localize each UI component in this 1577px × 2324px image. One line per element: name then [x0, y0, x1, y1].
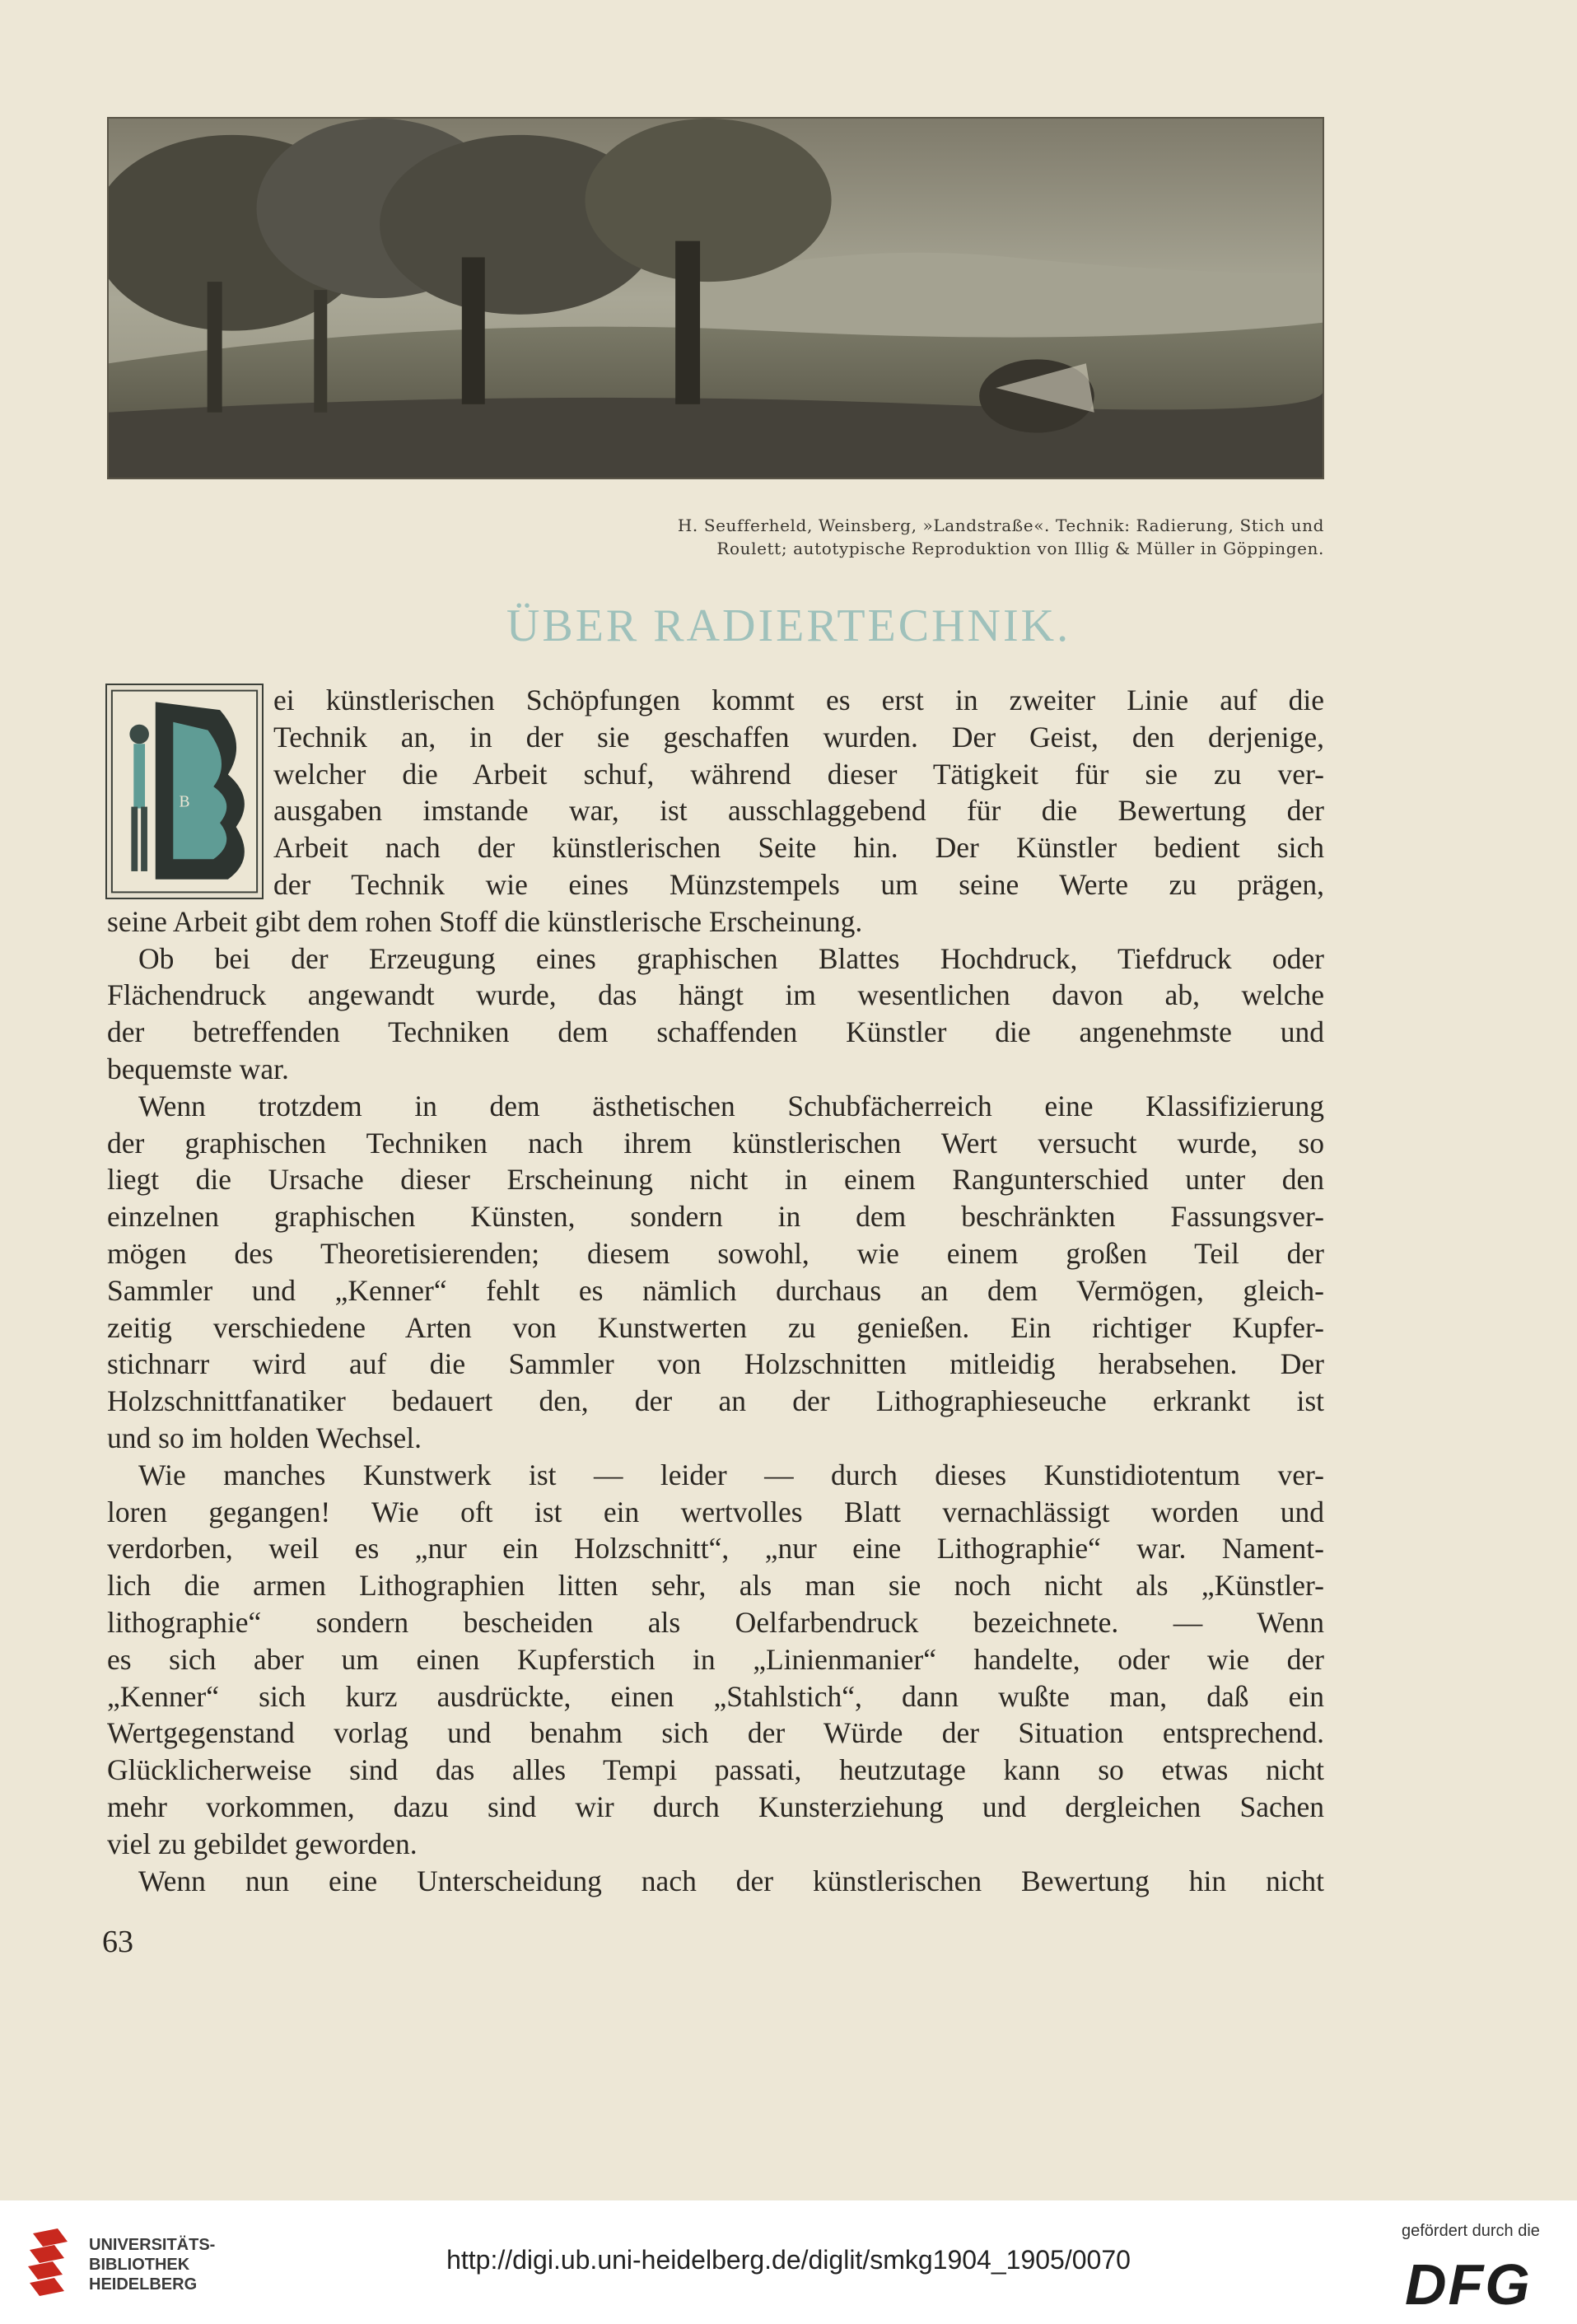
- text-line: lithographie“ sondern bescheiden als Oelfarbendruck bezeichnete. — Wenn: [107, 1605, 1324, 1639]
- text-line: Arbeit nach der künstlerischen Seite hin. Der Künstler bedient sich: [273, 831, 1324, 865]
- library-line: UNIVERSITÄTS-: [89, 2236, 216, 2254]
- text-line: seine Arbeit gibt dem rohen Stoff die künstlerische Erscheinung.: [107, 904, 863, 938]
- text-line: lich die armen Lithographien litten sehr, als man sie noch nicht als „Künstler-: [107, 1569, 1324, 1603]
- text-line: Technik an, in der sie geschaffen wurden. Der Geist, den derjenige,: [273, 720, 1324, 754]
- text-line: ausgaben imstande war, ist ausschlaggebend für die Bewertung der: [273, 794, 1324, 828]
- text-line: der Technik wie eines Münzstempels um seine Werte zu prägen,: [273, 867, 1324, 901]
- dfg-logo: DFG: [1405, 2252, 1532, 2317]
- text-line: Holzschnittfanatiker bedauert den, der an der Lithographieseuche erkrankt ist: [107, 1384, 1324, 1418]
- text-line: mögen des Theoretisierenden; diesem sowohl, wie einem großen Teil der: [107, 1236, 1324, 1270]
- page-number: 63: [102, 1925, 133, 1959]
- text-line: Flächendruck angewandt wurde, das hängt im wesentlichen davon ab, welche: [107, 978, 1324, 1012]
- digitization-footer: [0, 2200, 1577, 2324]
- text-line: mehr vorkommen, dazu sind wir durch Kunsterziehung und dergleichen Sachen: [107, 1790, 1324, 1823]
- text-line: loren gegangen! Wie oft ist ein wertvolles Blatt vernachlässigt worden und: [107, 1495, 1324, 1528]
- caption-line: Roulett; autotypische Reproduktion von Illig & Müller in Göppingen.: [716, 539, 1324, 558]
- library-line: BIBLIOTHEK: [89, 2256, 190, 2274]
- text-line: welcher die Arbeit schuf, während dieser Tätigkeit für sie zu ver-: [273, 757, 1324, 791]
- text-line: Wertgegenstand vorlag und benahm sich der Würde der Situation entsprechend.: [107, 1716, 1324, 1750]
- text-line: bequemste war.: [107, 1052, 289, 1085]
- text-line: Sammler und „Kenner“ fehlt es nämlich durchaus an dem Vermögen, gleich-: [107, 1273, 1324, 1307]
- article-body: [107, 682, 1324, 1899]
- text-line: zeitig verschiedene Arten von Kunstwerten zu genießen. Ein richtiger Kupfer-: [107, 1310, 1324, 1344]
- text-line: verdorben, weil es „nur ein Holzschnitt“, „nur eine Lithographie“ war. Nament-: [107, 1532, 1324, 1566]
- funding-label: gefördert durch die: [1402, 2222, 1540, 2240]
- text-line: Ob bei der Erzeugung eines graphischen Blattes Hochdruck, Tiefdruck oder: [138, 941, 1324, 975]
- text-line: liegt die Ursache dieser Erscheinung nicht in einem Rangunterschied unter den: [107, 1163, 1324, 1197]
- text-line: und so im holden Wechsel.: [107, 1421, 422, 1454]
- article-title: ÜBER RADIERTECHNIK.: [506, 600, 1071, 651]
- text-line: Wenn trotzdem in dem ästhetischen Schubfächerreich eine Klassifizierung: [138, 1089, 1324, 1122]
- text-line: ei künstlerischen Schöpfungen kommt es erst in zweiter Linie auf die: [273, 684, 1324, 716]
- text-line: der graphischen Techniken nach ihrem künstlerischen Wert versucht wurde, so: [107, 1126, 1324, 1160]
- text-line: Glücklicherweise sind das alles Tempi passati, heutzutage kann so etwas nicht: [107, 1753, 1324, 1787]
- text-line: „Kenner“ sich kurz ausdrückte, einen „Stahlstich“, dann wußte man, daß ein: [107, 1679, 1324, 1713]
- text-line: viel zu gebildet geworden.: [107, 1827, 418, 1860]
- source-url-link[interactable]: http://digi.ub.uni-heidelberg.de/diglit/smkg1904_1905/0070: [446, 2245, 1131, 2275]
- text-line: Wie manches Kunstwerk ist — leider — durch dieses Kunstidiotentum ver-: [138, 1458, 1324, 1491]
- drop-cap-letter: B: [179, 793, 190, 811]
- landscape-etching: [107, 117, 1324, 479]
- library-line: HEIDELBERG: [89, 2275, 198, 2294]
- caption-line: H. Seufferheld, Weinsberg, »Landstraße«. Technik: Radierung, Stich und: [677, 516, 1324, 535]
- text-line: Wenn nun eine Unterscheidung nach der künstlerischen Bewertung hin nicht: [138, 1864, 1324, 1897]
- figure-caption: [445, 514, 1324, 560]
- text-line: einzelnen graphischen Künsten, sondern in dem beschränkten Fassungsver-: [107, 1200, 1324, 1234]
- text-line: der betreffenden Techniken dem schaffenden Künstler die angenehmste und: [107, 1015, 1324, 1049]
- text-line: stichnarr wird auf die Sammler von Holzschnitten mitleidig herabsehen. Der: [107, 1347, 1324, 1381]
- text-line: es sich aber um einen Kupferstich in „Linienmanier“ handelte, oder wie der: [107, 1642, 1324, 1676]
